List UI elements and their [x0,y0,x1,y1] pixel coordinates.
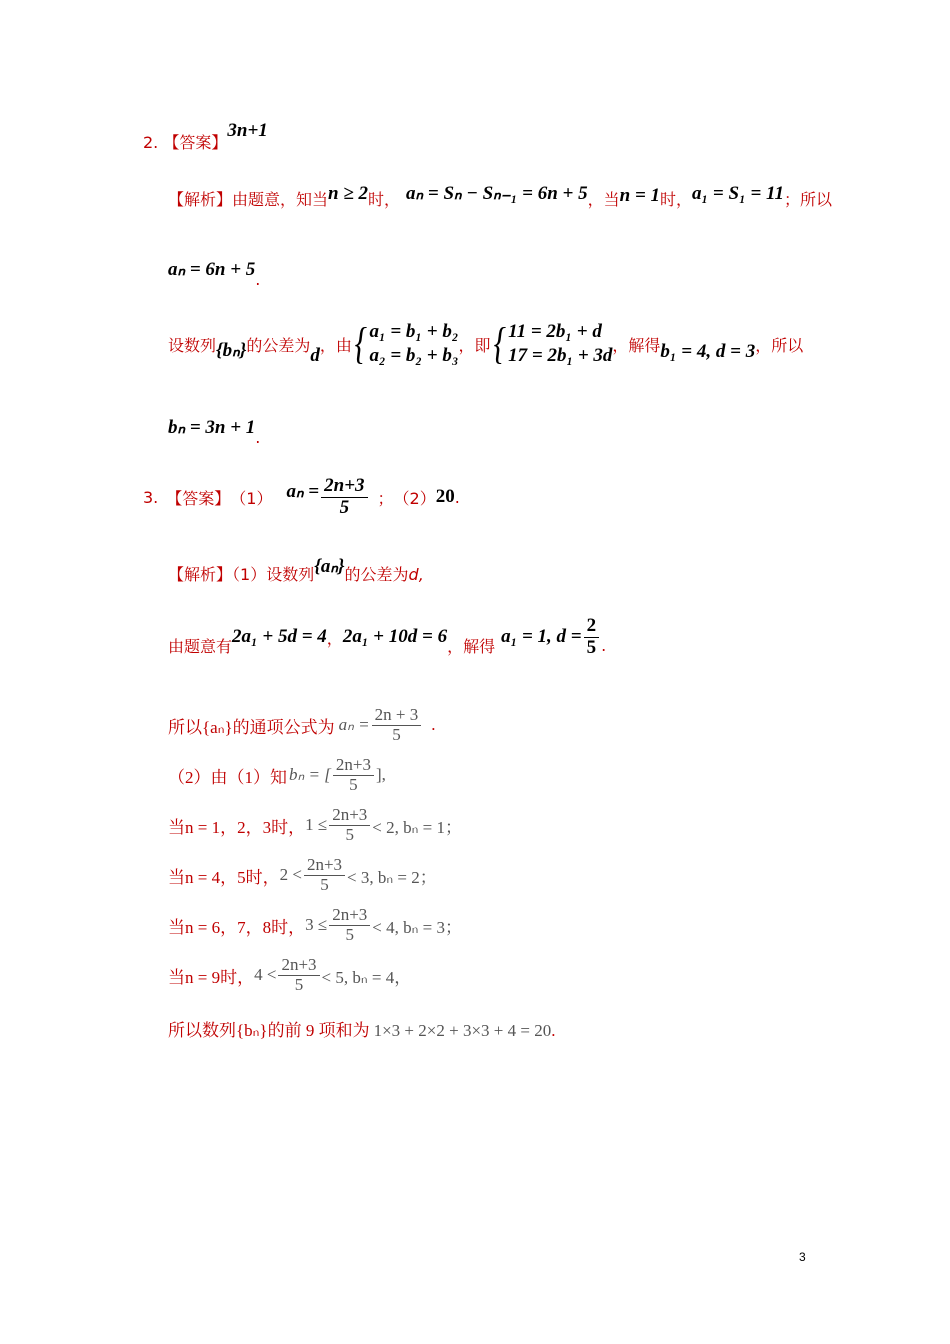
q2-answer: 3n+1 [227,120,268,141]
q3-math: 1 ≤ [305,815,328,835]
q2-final-line [168,416,261,447]
q3-text: . [551,1021,556,1040]
q3-analysis-label: 【解析】 [168,565,233,584]
q3-math: 1×3 + 2×2 + 3×3 + 4 = 20 [373,1021,552,1040]
q2-text: ，所以 [755,335,804,355]
q2-text: ，当 [587,190,620,209]
fraction-numerator: 2n+3 [321,476,367,498]
q3-text: （1） [230,488,273,508]
q3-analysis-line2 [168,616,606,659]
q3-math: {aₙ} [314,556,345,577]
q2-text: 设数列 [168,335,217,355]
q3-text: . [431,715,436,735]
q3-fraction [372,706,422,744]
q3-fraction [304,856,345,894]
q3-text: d, [408,565,424,584]
q2-math: a₁ = S₁ = 11 [692,183,784,204]
q3-text: （1）设数列 [232,565,315,584]
q2-math: d [310,345,320,366]
q3-math: 2a₁ + 5d = 4 [232,626,327,648]
q3-text: 由题意有 [168,636,233,656]
q3-fraction [584,616,600,659]
q2-system-row: a₂ = b₂ + b₃ [369,345,459,366]
q2-text: ，由 [319,335,352,355]
q2-system-row: 17 = 2b₁ + 3d [508,345,613,366]
q2-system-row: 11 = 2b₁ + d [508,321,602,342]
q3-text: 当n = 4，5时， [168,867,280,887]
q3-text: 所以{aₙ}的通项公式为 [168,717,335,737]
fraction-numerator: 2n+3 [333,756,374,776]
q3-answer-line [143,476,460,519]
q3-text: ， [326,628,343,648]
q3-case-2 [168,856,437,894]
q3-case-3 [168,906,462,944]
fraction-numerator: 2n + 3 [372,706,422,726]
fraction-numerator: 2n+3 [304,856,345,876]
q3-math: aₙ = [338,715,370,735]
q2-answer-line [143,120,268,154]
q3-math: 3 ≤ [305,915,328,935]
q3-fraction [321,476,367,519]
q3-fraction [329,906,370,944]
q2-text: 时， [368,190,401,209]
q2-math: n ≥ 2 [328,183,369,204]
q3-fraction [278,956,319,994]
q2-text: . [255,428,261,447]
q3-text: ，解得 [447,636,496,656]
fraction-denominator: 5 [586,636,597,658]
q3-fraction [333,756,374,794]
q3-math: aₙ = [286,480,320,502]
q3-text: 所以数列{bₙ}的前 9 项和为 [168,1021,370,1040]
q2-text: ，即 [458,335,491,355]
fraction-numerator: 2 [584,616,600,638]
q3-text: 当n = 9时， [168,967,255,987]
q2-system-2: { 11 = 2b₁ + d 17 = 2b₁ + 3d [493,319,613,368]
q3-math: < 5, bₙ = 4， [321,967,412,987]
fraction-denominator: 5 [339,496,350,518]
q3-text: （2） [393,488,436,508]
q2-final-math: bₙ = 3n + 1 [168,417,256,438]
q3-text: . [601,635,607,655]
fraction-denominator: 5 [294,974,304,994]
fraction-denominator: 5 [345,924,354,944]
q3-text: 当n = 6，7，8时， [168,917,306,937]
q3-math: < 3, bₙ = 2； [347,867,437,887]
q2-text: 的公差为 [246,335,311,355]
q2-text: . [255,270,261,289]
q3-fraction [329,806,370,844]
q3-math: ], [375,765,386,785]
q3-math: < 4, bₙ = 3； [372,917,462,937]
q3-text: ； [377,488,394,508]
q3-math: 4 < [254,965,277,985]
fraction-denominator: 5 [349,774,358,794]
q3-sum-line [168,1016,555,1041]
q2-number: 2. [143,133,159,152]
q3-general-term-line [168,706,435,744]
q2-text: ，解得 [612,335,661,355]
q2-math: aₙ = 6n + 5 [168,259,256,280]
q2-math: b₁ = 4, d = 3 [660,341,756,362]
q3-math: < 2, bₙ = 1； [372,817,462,837]
q3-case-4 [168,956,411,994]
q2-system-row: a₁ = b₁ + b₂ [369,321,459,342]
q2-analysis-line3 [168,318,803,370]
q2-text: 由题意，知当 [232,190,329,209]
q3-number: 3. [143,487,159,507]
q2-text: ；所以 [783,190,832,209]
fraction-denominator: 5 [320,874,329,894]
q3-text: 的公差为 [344,565,409,584]
q3-math: 2a₁ + 10d = 6 [342,626,448,648]
fraction-denominator: 5 [392,724,401,744]
q2-analysis-line1 [168,183,832,211]
fraction-numerator: 2n+3 [278,956,319,976]
q2-math: {bₙ} [216,339,247,361]
q3-text: 当n = 1，2，3时， [168,817,306,837]
q2-analysis-label: 【解析】 [168,190,233,209]
q3-math: bₙ = [ [289,765,331,785]
q3-text: （2）由（1）知 [168,767,287,787]
q2-math: aₙ = Sₙ − Sₙ₋₁ = 6n + 5 [406,183,588,204]
fraction-denominator: 5 [345,824,354,844]
q3-part2-line [168,756,386,794]
q3-text: . [454,487,460,507]
q3-math: 2 < [279,865,302,885]
fraction-numerator: 2n+3 [329,806,370,826]
q2-system-1: { a₁ = b₁ + b₂ a₂ = b₂ + b₃ [354,319,459,368]
q2-text: 时， [660,190,693,209]
q3-analysis-line1 [168,556,424,586]
q3-answer-2: 20 [435,486,455,508]
q2-math: n = 1 [619,185,661,206]
q3-math: a₁ = 1, d = [501,626,582,648]
fraction-numerator: 2n+3 [329,906,370,926]
page-number: 3 [799,1250,806,1264]
q2-answer-label: 【答案】 [163,133,228,152]
q3-case-1 [168,806,462,844]
q3-answer-label: 【答案】 [166,488,231,508]
q2-analysis-line2 [168,258,261,289]
